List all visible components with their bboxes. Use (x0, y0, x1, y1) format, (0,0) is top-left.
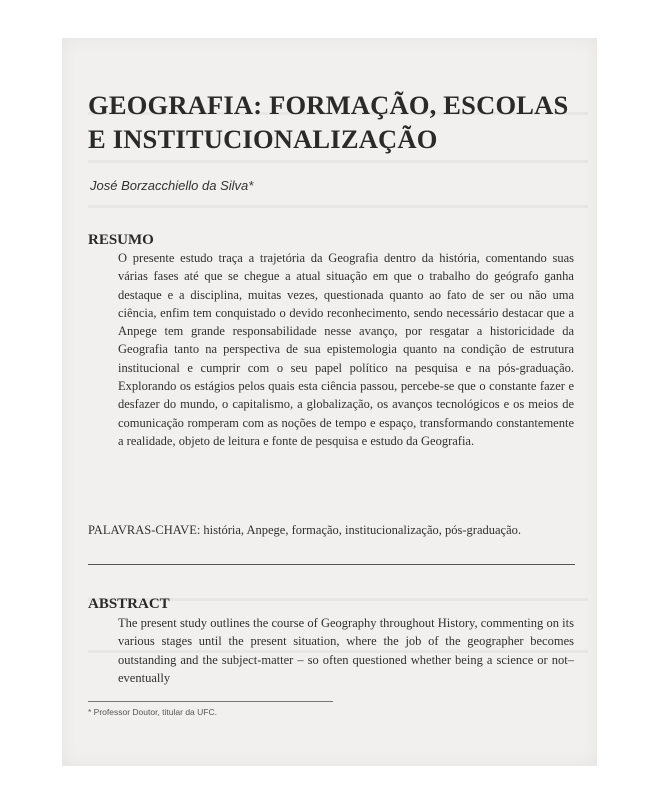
show-through-line (88, 160, 588, 163)
show-through-line (88, 205, 588, 208)
author-name: José Borzacchiello da Silva* (90, 178, 254, 193)
resumo-text: O presente estudo traça a trajetória da Geografia dentro da história, comentando suas várias fases até que se chegue a atual situação em que o trabalho do geógrafo ganha destaque e a disciplina, muitas vezes, questionada quanto ao fato de ser ou não uma ciência, enfim tem conquistado o devido reconhecimento, sendo necessário destacar que a Anpege tem grande responsabilidade nesse avanço, por resgatar a historicidade da Geografia tanto na perspectiva de sua epistemologia quanto na condição de estrutura institucional e cumprir com o seu papel político na pesquisa e na pós-graduação. Explorando os estágios pelos quais esta ciência passou, percebe-se que o constante fazer e desfazer do mundo, o capitalismo, a globalização, os avanços tecnológicos e os meios de comunicação romperam com as noções de tempo e espaço, transformando constantemente a realidade, objeto de leitura e fonte de pesquisa e estudo da Geografia. (118, 251, 574, 448)
article-title (88, 88, 588, 156)
title-line-2: E INSTITUCIONALIZAÇÃO (88, 124, 438, 154)
abstract-heading: ABSTRACT (88, 596, 170, 612)
resumo-heading: RESUMO (88, 232, 154, 248)
footnote-divider (88, 701, 333, 702)
abstract-text: The present study outlines the course of Geography throughout History, commenting on its various stages until the present situation, where the job of the geographer becomes outstanding and the subject-matter – so often questioned whether being a science or not– eventually (118, 616, 574, 685)
footnote: * Professor Doutor, titular da UFC. (88, 707, 217, 717)
title-line-1: GEOGRAFIA: FORMAÇÃO, ESCOLAS (88, 90, 569, 120)
keywords: PALAVRAS-CHAVE: história, Anpege, formação, institucionalização, pós-graduação. (88, 523, 522, 537)
section-divider (88, 564, 575, 565)
